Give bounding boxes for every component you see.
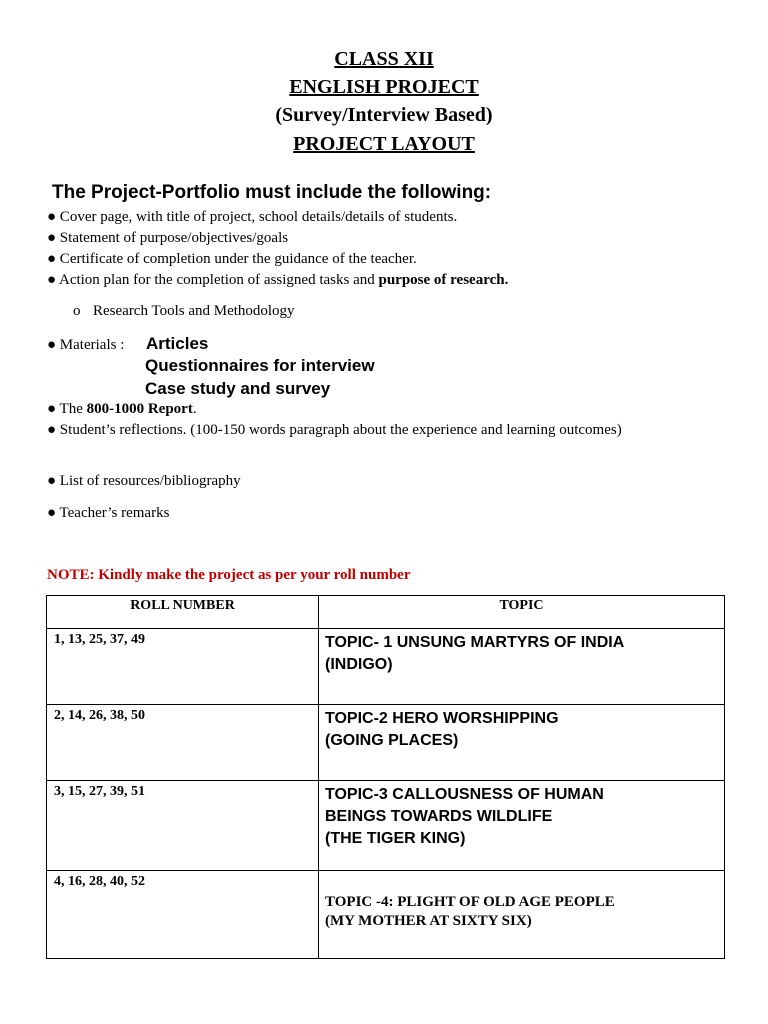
material-articles: Articles <box>146 334 209 353</box>
layout-heading: PROJECT LAYOUT <box>293 133 475 155</box>
report-suffix: . <box>192 401 197 417</box>
table-row <box>47 781 725 871</box>
bullet-certificate: ● Certificate of completion under the guidance of the teacher. <box>47 251 417 267</box>
sub-bullet-research-tools <box>73 301 295 322</box>
project-type: (Survey/Interview Based) <box>275 104 493 126</box>
topic-line: (THE TIGER KING) <box>325 830 466 847</box>
topic-line: TOPIC-2 HERO WORSHIPPING <box>325 710 559 727</box>
topic-line: (GOING PLACES) <box>325 732 459 749</box>
table-row <box>47 629 725 705</box>
roll-cell: 1, 13, 25, 37, 49 <box>47 629 319 705</box>
action-plan-bold: purpose of research. <box>378 272 509 288</box>
topic-line: TOPIC- 1 UNSUNG MARTYRS OF INDIA <box>325 634 625 651</box>
material-case-study: Case study and survey <box>145 379 331 398</box>
table-header-row <box>47 596 725 629</box>
topic-cell <box>319 871 725 959</box>
table-row <box>47 705 725 781</box>
table-row <box>47 871 725 959</box>
topic-cell <box>319 705 725 781</box>
bullet-resources: ● List of resources/bibliography <box>47 473 241 489</box>
topic-table <box>46 595 725 959</box>
header-roll-number: ROLL NUMBER <box>47 596 319 629</box>
action-plan-text: ● Action plan for the completion of assigned tasks and <box>47 272 379 288</box>
bullet-remarks: ● Teacher’s remarks <box>47 505 170 521</box>
bullet-reflections: ● Student’s reflections. (100-150 words paragraph about the experience and learning outcomes) <box>47 422 622 438</box>
sub-bullet-marker: o <box>73 303 81 319</box>
topic-line: (MY MOTHER AT SIXTY SIX) <box>325 913 532 929</box>
subject-heading: ENGLISH PROJECT <box>289 76 479 98</box>
roll-cell: 3, 15, 27, 39, 51 <box>47 781 319 871</box>
topic-cell <box>319 781 725 871</box>
topic-line: TOPIC -4: PLIGHT OF OLD AGE PEOPLE <box>325 894 615 910</box>
sub-bullet-text: Research Tools and Methodology <box>93 303 295 319</box>
topic-cell <box>319 629 725 705</box>
report-prefix: ● The <box>47 401 87 417</box>
topic-line: BEINGS TOWARDS WILDLIFE <box>325 808 553 825</box>
class-heading: CLASS XII <box>334 48 434 70</box>
header-topic: TOPIC <box>319 596 725 629</box>
bullet-statement: ● Statement of purpose/objectives/goals <box>47 230 289 246</box>
bullet-report <box>47 399 197 420</box>
intro-heading: The Project-Portfolio must include the following: <box>52 182 492 203</box>
bullet-materials-label: ● Materials : <box>47 337 125 353</box>
report-bold: 800-1000 Report <box>86 401 193 417</box>
material-questionnaires: Questionnaires for interview <box>145 356 375 375</box>
topic-line: (INDIGO) <box>325 656 393 673</box>
topic-line: TOPIC-3 CALLOUSNESS OF HUMAN <box>325 786 604 803</box>
roll-cell: 2, 14, 26, 38, 50 <box>47 705 319 781</box>
roll-cell: 4, 16, 28, 40, 52 <box>47 871 319 959</box>
bullet-cover-page: ● Cover page, with title of project, school details/details of students. <box>47 209 458 225</box>
bullet-action-plan <box>47 270 508 291</box>
roll-number-note: NOTE: Kindly make the project as per your roll number <box>47 567 411 583</box>
